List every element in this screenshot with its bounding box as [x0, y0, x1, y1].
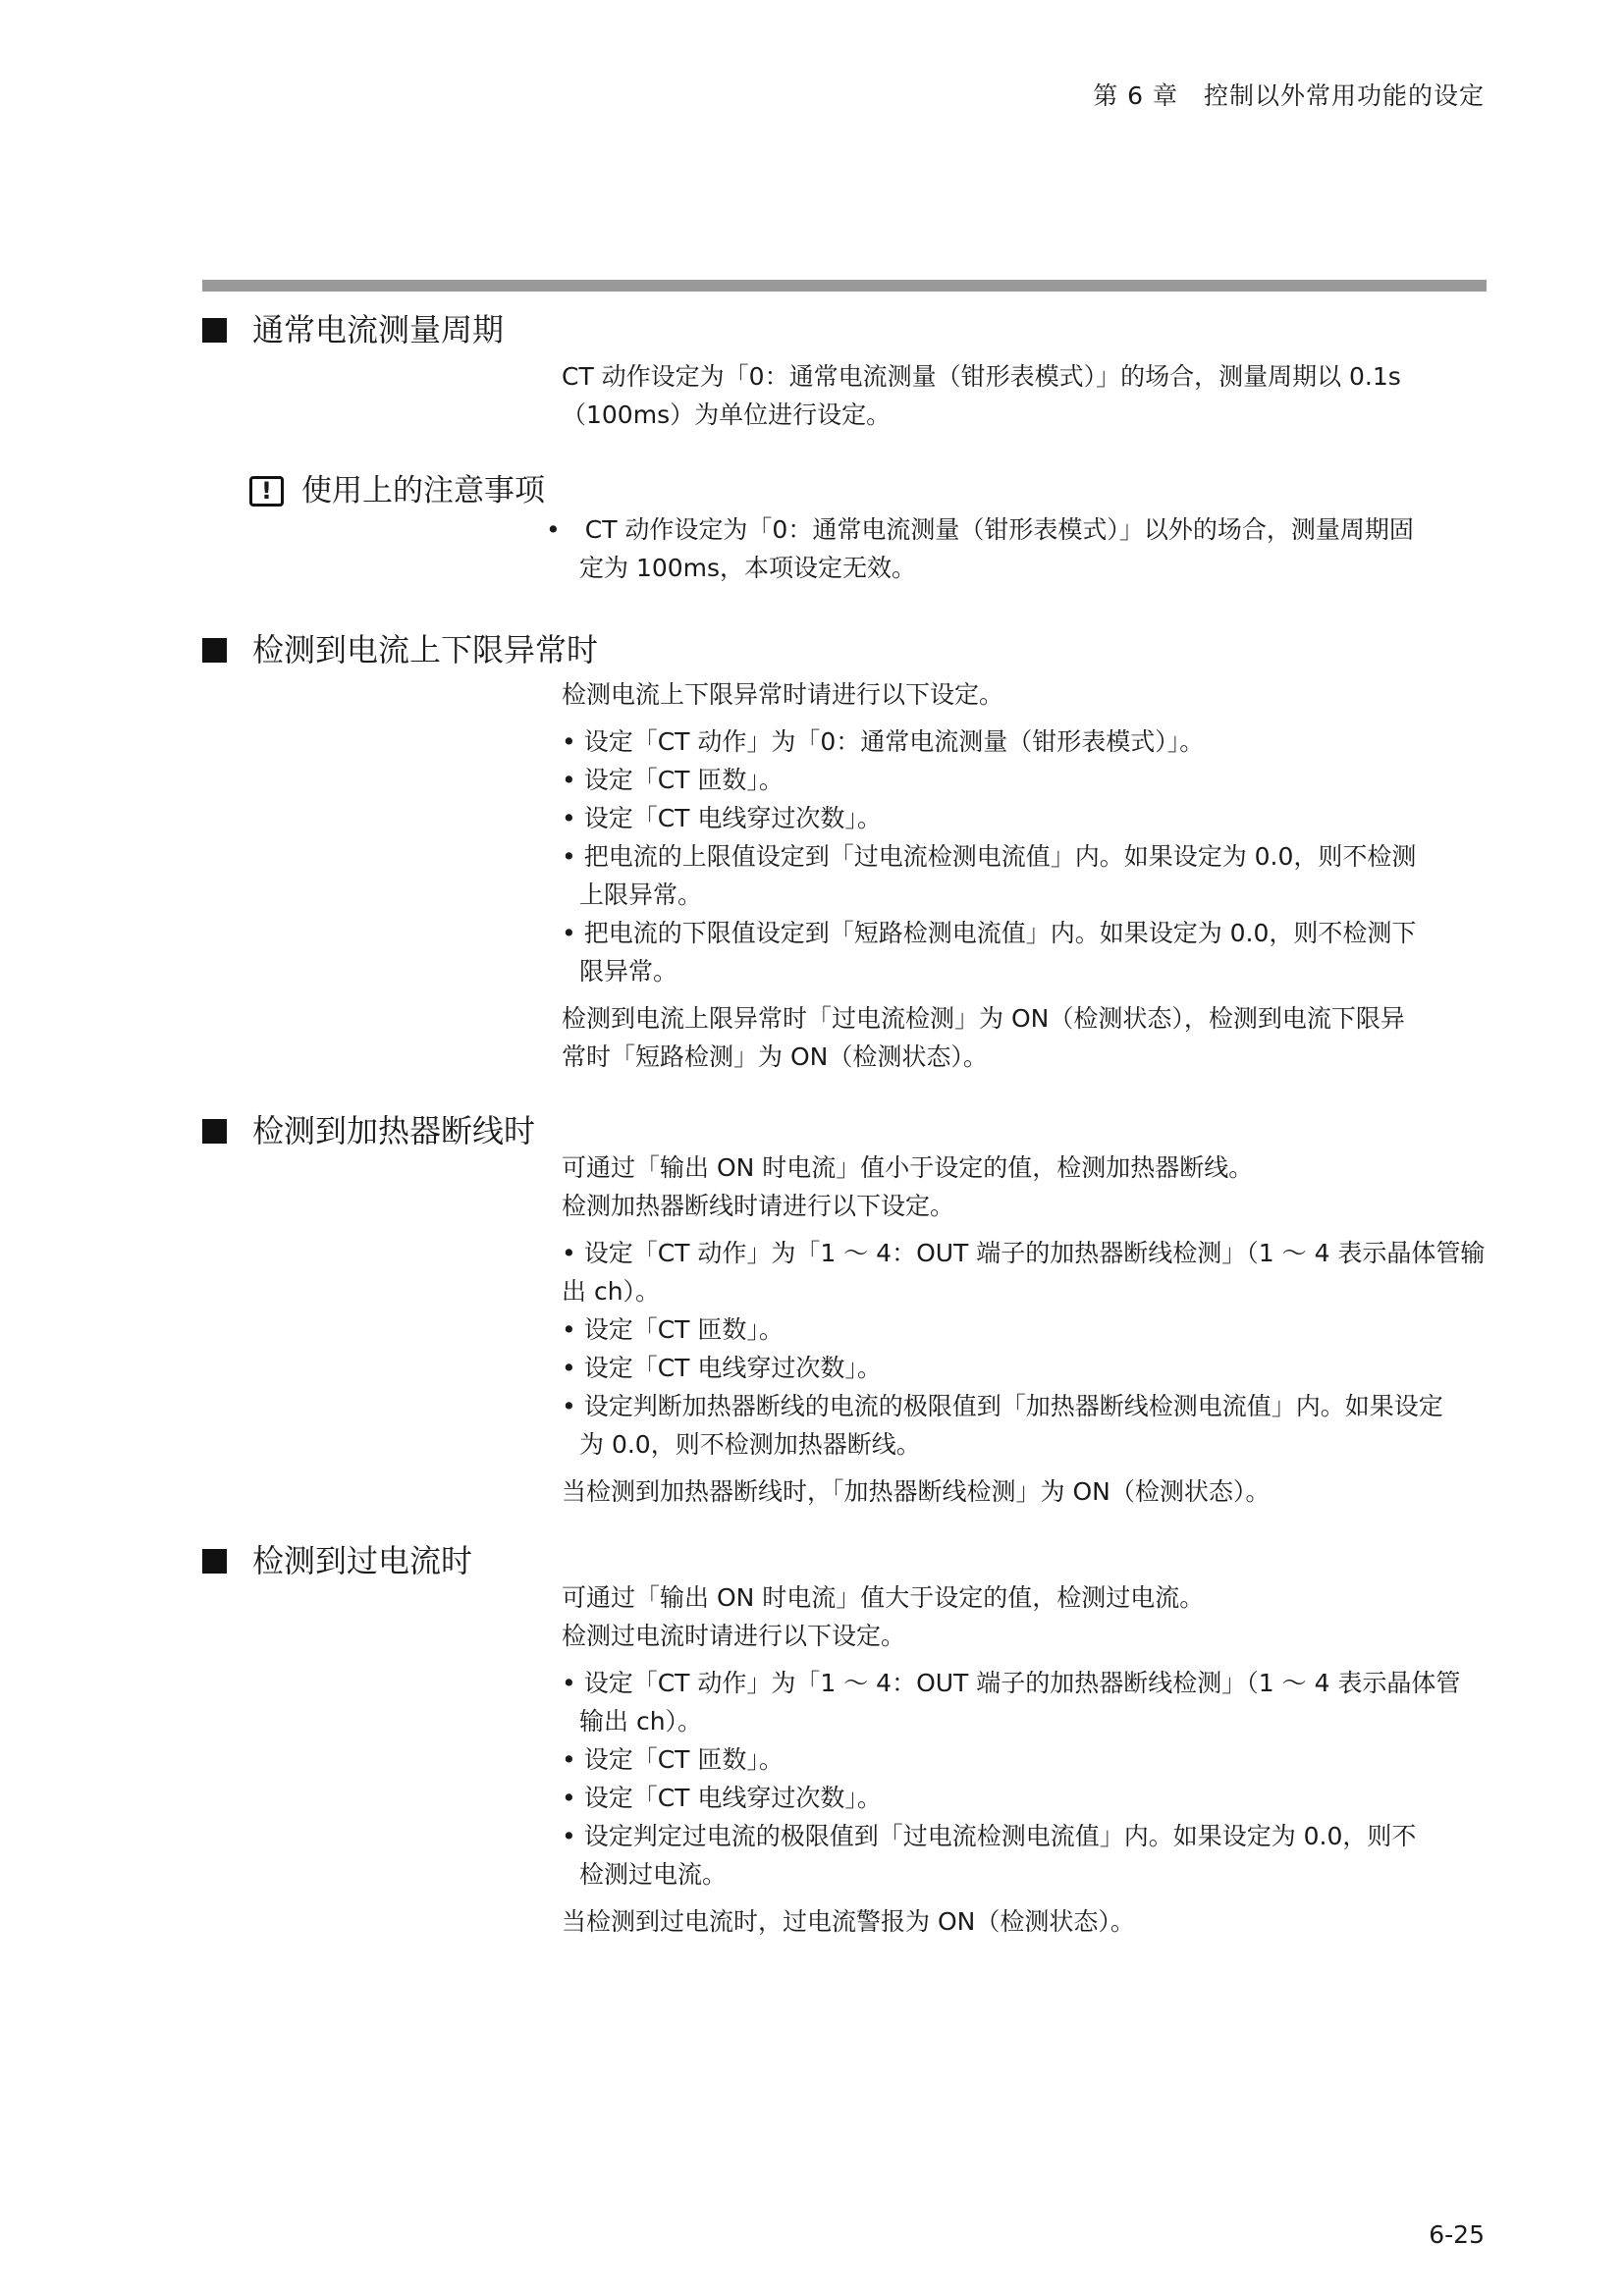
list-item-continuation: 限异常。 [579, 957, 678, 986]
intro-line: 可通过「输出 ON 时电流」值大于设定的值，检测过电流。 [562, 1583, 1205, 1612]
list-item: • 设定「CT 动作」为「1 ～ 4：OUT 端子的加热器断线检测」（1 ～ 4 表示晶体管输 [562, 1239, 1486, 1267]
list-item: • 设定「CT 动作」为「0：通常电流测量（钳形表模式）」。 [562, 727, 1205, 756]
intro-line: 检测过电流时请进行以下设定。 [562, 1622, 906, 1650]
heading-normal-current-period [202, 310, 504, 349]
list-item: • 设定「CT 电线穿过次数」。 [562, 1354, 882, 1382]
chapter-header: 第 6 章 控制以外常用功能的设定 [1093, 81, 1485, 110]
heading-text: 检测到电流上下限异常时 [252, 631, 599, 668]
list-item: • 把电流的下限值设定到「短路检测电流值」内。如果设定为 0.0，则不检测下 [562, 919, 1417, 947]
caution-heading [249, 471, 545, 510]
section-2-body [562, 675, 1489, 1076]
caution-body [546, 510, 1489, 587]
intro-line: 检测电流上下限异常时请进行以下设定。 [562, 680, 1004, 709]
square-bullet-icon [202, 318, 227, 343]
list-item: • 设定「CT 电线穿过次数」。 [562, 1784, 882, 1812]
square-bullet-icon [202, 1119, 227, 1144]
section-1-body [562, 357, 1489, 434]
list-item: • 设定「CT 动作」为「1 ～ 4：OUT 端子的加热器断线检测」（1 ～ 4 表示晶体管 [562, 1669, 1461, 1697]
heading-overcurrent [202, 1541, 472, 1580]
heading-current-limit-error [202, 630, 598, 669]
paragraph-line: CT 动作设定为「0：通常电流测量（钳形表模式）」的场合，测量周期以 0.1s [562, 362, 1401, 391]
list-item-continuation: 上限异常。 [579, 881, 703, 909]
intro-line: 检测加热器断线时请进行以下设定。 [562, 1192, 955, 1220]
caution-line: • CT 动作设定为「0：通常电流测量（钳形表模式）」以外的场合，测量周期固 [546, 515, 1414, 544]
caution-line: 定为 100ms，本项设定无效。 [579, 554, 917, 582]
list-item: • 把电流的上限值设定到「过电流检测电流值」内。如果设定为 0.0，则不检测 [562, 842, 1417, 871]
list-item: • 设定「CT 匝数」。 [562, 766, 784, 794]
page-number: 6-25 [1429, 2220, 1485, 2249]
list-item: • 设定判断加热器断线的电流的极限值到「加热器断线检测电流值」内。如果设定 [562, 1392, 1443, 1420]
list-item-continuation: 输出 ch）。 [579, 1707, 703, 1735]
result-line: 常时「短路检测」为 ON（检测状态）。 [562, 1042, 988, 1071]
paragraph-line: （100ms）为单位进行设定。 [562, 400, 892, 429]
list-item-continuation: 检测过电流。 [579, 1860, 728, 1889]
result-line: 检测到电流上限异常时「过电流检测」为 ON（检测状态），检测到电流下限异 [562, 1004, 1405, 1033]
list-item: • 设定「CT 匝数」。 [562, 1745, 784, 1774]
heading-heater-burnout [202, 1111, 535, 1150]
heading-text: 检测到过电流时 [252, 1542, 473, 1579]
list-item: • 设定判定过电流的极限值到「过电流检测电流值」内。如果设定为 0.0，则不 [562, 1822, 1417, 1850]
intro-line: 可通过「输出 ON 时电流」值小于设定的值，检测加热器断线。 [562, 1153, 1254, 1182]
square-bullet-icon [202, 1549, 227, 1574]
list-item: • 设定「CT 匝数」。 [562, 1315, 784, 1344]
result-line: 当检测到过电流时，过电流警报为 ON（检测状态）。 [562, 1907, 1135, 1936]
list-item: • 设定「CT 电线穿过次数」。 [562, 804, 882, 832]
heading-text: 通常电流测量周期 [252, 311, 505, 348]
section-rule [202, 280, 1487, 292]
list-item-continuation: 出 ch）。 [562, 1277, 661, 1306]
heading-text: 检测到加热器断线时 [252, 1112, 536, 1149]
section-4-body [562, 1578, 1489, 1941]
caution-icon: ! [249, 476, 284, 507]
list-item-continuation: 为 0.0，则不检测加热器断线。 [579, 1430, 921, 1459]
section-3-body [562, 1148, 1489, 1511]
caution-title: 使用上的注意事项 [301, 473, 545, 508]
square-bullet-icon [202, 638, 227, 663]
result-line: 当检测到加热器断线时，「加热器断线检测」为 ON（检测状态）。 [562, 1477, 1271, 1506]
